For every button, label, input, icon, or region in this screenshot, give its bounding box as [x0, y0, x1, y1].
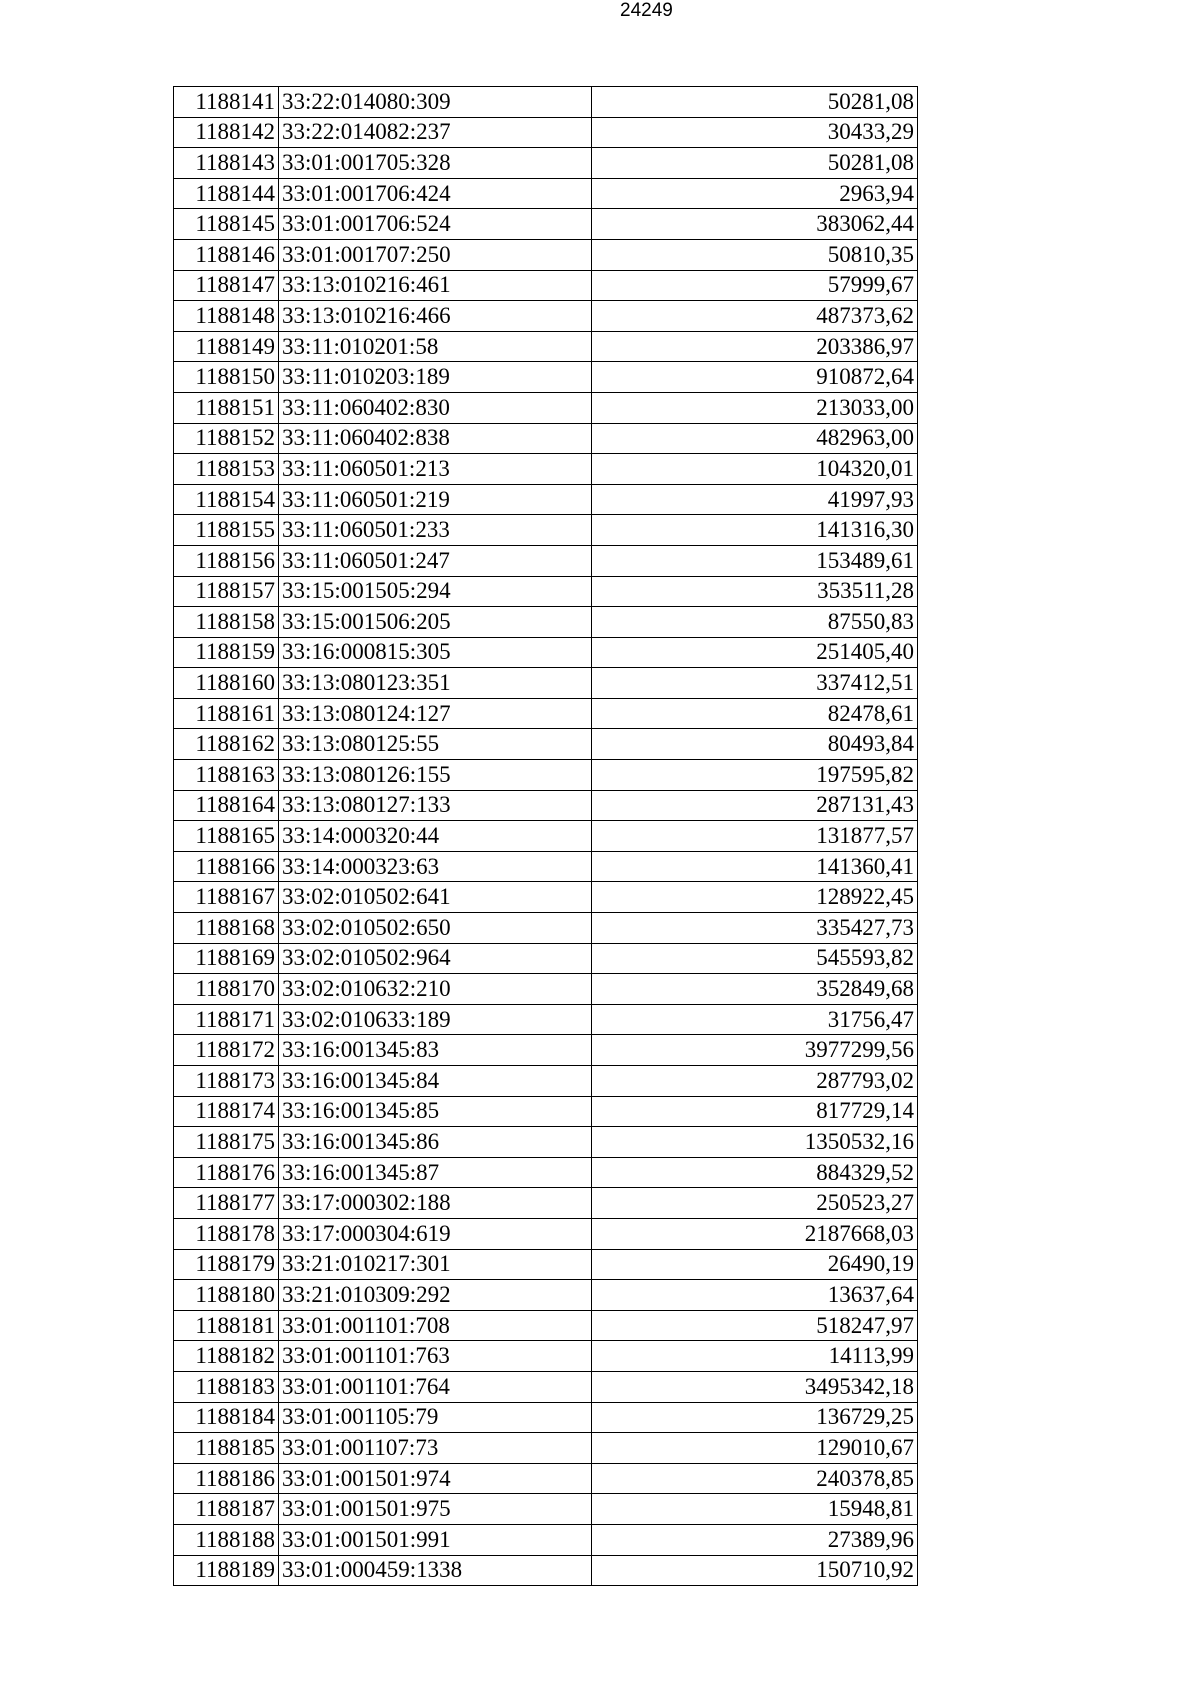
cadastral-number-cell: 33:01:001107:73 — [279, 1433, 592, 1464]
row-id-cell: 1188187 — [174, 1494, 279, 1525]
row-id-cell: 1188176 — [174, 1157, 279, 1188]
row-id-cell: 1188161 — [174, 698, 279, 729]
cadastral-number-cell: 33:01:001101:763 — [279, 1341, 592, 1372]
row-id-cell: 1188188 — [174, 1524, 279, 1555]
table-row — [174, 729, 918, 760]
table-row — [174, 1433, 918, 1464]
value-cell: 353511,28 — [592, 576, 918, 607]
table-row — [174, 851, 918, 882]
row-id-cell: 1188177 — [174, 1188, 279, 1219]
table-row — [174, 423, 918, 454]
value-cell: 884329,52 — [592, 1157, 918, 1188]
table-row — [174, 1004, 918, 1035]
value-cell: 141360,41 — [592, 851, 918, 882]
value-cell: 287793,02 — [592, 1066, 918, 1097]
table-row — [174, 1555, 918, 1586]
value-cell: 104320,01 — [592, 454, 918, 485]
table-row — [174, 668, 918, 699]
value-cell: 545593,82 — [592, 943, 918, 974]
value-cell: 817729,14 — [592, 1096, 918, 1127]
table-row — [174, 913, 918, 944]
table-row — [174, 209, 918, 240]
cadastral-number-cell: 33:14:000320:44 — [279, 821, 592, 852]
value-cell: 136729,25 — [592, 1402, 918, 1433]
cadastral-number-cell: 33:13:010216:466 — [279, 301, 592, 332]
cadastral-number-cell: 33:21:010217:301 — [279, 1249, 592, 1280]
row-id-cell: 1188186 — [174, 1463, 279, 1494]
cadastral-number-cell: 33:01:000459:1338 — [279, 1555, 592, 1586]
row-id-cell: 1188142 — [174, 117, 279, 148]
cadastral-number-cell: 33:01:001706:524 — [279, 209, 592, 240]
row-id-cell: 1188155 — [174, 515, 279, 546]
page-number: 24249 — [620, 0, 673, 21]
row-id-cell: 1188171 — [174, 1004, 279, 1035]
table-row — [174, 698, 918, 729]
table-row — [174, 1157, 918, 1188]
row-id-cell: 1188148 — [174, 301, 279, 332]
value-cell: 14113,99 — [592, 1341, 918, 1372]
cadastral-number-cell: 33:13:080127:133 — [279, 790, 592, 821]
cadastral-number-cell: 33:02:010502:650 — [279, 913, 592, 944]
table-row — [174, 1524, 918, 1555]
cadastral-number-cell: 33:17:000304:619 — [279, 1218, 592, 1249]
value-cell: 82478,61 — [592, 698, 918, 729]
table-row — [174, 1035, 918, 1066]
value-cell: 15948,81 — [592, 1494, 918, 1525]
value-cell: 518247,97 — [592, 1310, 918, 1341]
row-id-cell: 1188163 — [174, 760, 279, 791]
cadastral-number-cell: 33:13:010216:461 — [279, 270, 592, 301]
value-cell: 250523,27 — [592, 1188, 918, 1219]
row-id-cell: 1188183 — [174, 1371, 279, 1402]
cadastral-number-cell: 33:13:080125:55 — [279, 729, 592, 760]
cadastral-number-cell: 33:01:001101:764 — [279, 1371, 592, 1402]
table-row — [174, 821, 918, 852]
table-row — [174, 454, 918, 485]
table-row — [174, 576, 918, 607]
value-cell: 487373,62 — [592, 301, 918, 332]
cadastral-number-cell: 33:16:001345:85 — [279, 1096, 592, 1127]
table-row — [174, 301, 918, 332]
row-id-cell: 1188182 — [174, 1341, 279, 1372]
cadastral-number-cell: 33:11:010203:189 — [279, 362, 592, 393]
table-row — [174, 1494, 918, 1525]
cadastral-number-cell: 33:11:010201:58 — [279, 331, 592, 362]
cadastral-number-cell: 33:16:001345:86 — [279, 1127, 592, 1158]
cadastral-number-cell: 33:16:001345:84 — [279, 1066, 592, 1097]
table-row — [174, 1280, 918, 1311]
row-id-cell: 1188172 — [174, 1035, 279, 1066]
value-cell: 128922,45 — [592, 882, 918, 913]
value-cell: 251405,40 — [592, 637, 918, 668]
cadastral-number-cell: 33:11:060501:219 — [279, 484, 592, 515]
cadastral-number-cell: 33:11:060402:830 — [279, 392, 592, 423]
value-cell: 30433,29 — [592, 117, 918, 148]
value-cell: 141316,30 — [592, 515, 918, 546]
table-row — [174, 1218, 918, 1249]
value-cell: 197595,82 — [592, 760, 918, 791]
cadastral-number-cell: 33:15:001505:294 — [279, 576, 592, 607]
row-id-cell: 1188147 — [174, 270, 279, 301]
row-id-cell: 1188168 — [174, 913, 279, 944]
row-id-cell: 1188146 — [174, 239, 279, 270]
row-id-cell: 1188185 — [174, 1433, 279, 1464]
value-cell: 3495342,18 — [592, 1371, 918, 1402]
registry-table — [173, 86, 918, 1586]
value-cell: 87550,83 — [592, 607, 918, 638]
value-cell: 31756,47 — [592, 1004, 918, 1035]
value-cell: 2187668,03 — [592, 1218, 918, 1249]
row-id-cell: 1188153 — [174, 454, 279, 485]
table-row — [174, 790, 918, 821]
value-cell: 203386,97 — [592, 331, 918, 362]
table-row — [174, 148, 918, 179]
value-cell: 240378,85 — [592, 1463, 918, 1494]
cadastral-number-cell: 33:02:010633:189 — [279, 1004, 592, 1035]
registry-table-body — [174, 87, 918, 1586]
row-id-cell: 1188178 — [174, 1218, 279, 1249]
value-cell: 1350532,16 — [592, 1127, 918, 1158]
value-cell: 150710,92 — [592, 1555, 918, 1586]
table-row — [174, 178, 918, 209]
row-id-cell: 1188165 — [174, 821, 279, 852]
table-row — [174, 1249, 918, 1280]
cadastral-number-cell: 33:02:010632:210 — [279, 974, 592, 1005]
table-row — [174, 362, 918, 393]
row-id-cell: 1188149 — [174, 331, 279, 362]
cadastral-number-cell: 33:01:001705:328 — [279, 148, 592, 179]
row-id-cell: 1188174 — [174, 1096, 279, 1127]
table-row — [174, 1402, 918, 1433]
row-id-cell: 1188167 — [174, 882, 279, 913]
row-id-cell: 1188141 — [174, 87, 279, 118]
row-id-cell: 1188179 — [174, 1249, 279, 1280]
table-row — [174, 1127, 918, 1158]
cadastral-number-cell: 33:01:001101:708 — [279, 1310, 592, 1341]
row-id-cell: 1188156 — [174, 545, 279, 576]
row-id-cell: 1188184 — [174, 1402, 279, 1433]
value-cell: 13637,64 — [592, 1280, 918, 1311]
value-cell: 910872,64 — [592, 362, 918, 393]
value-cell: 153489,61 — [592, 545, 918, 576]
cadastral-number-cell: 33:22:014082:237 — [279, 117, 592, 148]
cadastral-number-cell: 33:22:014080:309 — [279, 87, 592, 118]
row-id-cell: 1188180 — [174, 1280, 279, 1311]
cadastral-number-cell: 33:01:001706:424 — [279, 178, 592, 209]
table-row — [174, 545, 918, 576]
value-cell: 50281,08 — [592, 87, 918, 118]
value-cell: 287131,43 — [592, 790, 918, 821]
table-row — [174, 882, 918, 913]
value-cell: 2963,94 — [592, 178, 918, 209]
table-row — [174, 760, 918, 791]
table-row — [174, 1341, 918, 1372]
value-cell: 213033,00 — [592, 392, 918, 423]
cadastral-number-cell: 33:13:080126:155 — [279, 760, 592, 791]
row-id-cell: 1188169 — [174, 943, 279, 974]
cadastral-number-cell: 33:14:000323:63 — [279, 851, 592, 882]
table-row — [174, 1371, 918, 1402]
row-id-cell: 1188181 — [174, 1310, 279, 1341]
value-cell: 50810,35 — [592, 239, 918, 270]
cadastral-number-cell: 33:13:080123:351 — [279, 668, 592, 699]
cadastral-number-cell: 33:13:080124:127 — [279, 698, 592, 729]
value-cell: 337412,51 — [592, 668, 918, 699]
row-id-cell: 1188162 — [174, 729, 279, 760]
value-cell: 57999,67 — [592, 270, 918, 301]
row-id-cell: 1188143 — [174, 148, 279, 179]
cadastral-number-cell: 33:16:001345:87 — [279, 1157, 592, 1188]
table-row — [174, 1066, 918, 1097]
cadastral-number-cell: 33:11:060501:233 — [279, 515, 592, 546]
table-row — [174, 943, 918, 974]
cadastral-number-cell: 33:02:010502:641 — [279, 882, 592, 913]
row-id-cell: 1188166 — [174, 851, 279, 882]
value-cell: 50281,08 — [592, 148, 918, 179]
row-id-cell: 1188154 — [174, 484, 279, 515]
cadastral-number-cell: 33:01:001501:974 — [279, 1463, 592, 1494]
cadastral-number-cell: 33:02:010502:964 — [279, 943, 592, 974]
table-row — [174, 607, 918, 638]
table-row — [174, 270, 918, 301]
row-id-cell: 1188144 — [174, 178, 279, 209]
cadastral-number-cell: 33:16:000815:305 — [279, 637, 592, 668]
value-cell: 131877,57 — [592, 821, 918, 852]
cadastral-number-cell: 33:15:001506:205 — [279, 607, 592, 638]
value-cell: 3977299,56 — [592, 1035, 918, 1066]
value-cell: 352849,68 — [592, 974, 918, 1005]
value-cell: 41997,93 — [592, 484, 918, 515]
cadastral-number-cell: 33:01:001501:975 — [279, 1494, 592, 1525]
table-row — [174, 87, 918, 118]
value-cell: 335427,73 — [592, 913, 918, 944]
cadastral-number-cell: 33:01:001501:991 — [279, 1524, 592, 1555]
cadastral-number-cell: 33:11:060501:213 — [279, 454, 592, 485]
cadastral-number-cell: 33:01:001707:250 — [279, 239, 592, 270]
cadastral-number-cell: 33:16:001345:83 — [279, 1035, 592, 1066]
row-id-cell: 1188145 — [174, 209, 279, 240]
row-id-cell: 1188151 — [174, 392, 279, 423]
row-id-cell: 1188150 — [174, 362, 279, 393]
value-cell: 383062,44 — [592, 209, 918, 240]
value-cell: 482963,00 — [592, 423, 918, 454]
value-cell: 27389,96 — [592, 1524, 918, 1555]
row-id-cell: 1188173 — [174, 1066, 279, 1097]
table-row — [174, 1096, 918, 1127]
cadastral-number-cell: 33:01:001105:79 — [279, 1402, 592, 1433]
table-row — [174, 1463, 918, 1494]
table-row — [174, 484, 918, 515]
table-row — [174, 1188, 918, 1219]
cadastral-number-cell: 33:17:000302:188 — [279, 1188, 592, 1219]
table-row — [174, 974, 918, 1005]
value-cell: 80493,84 — [592, 729, 918, 760]
table-row — [174, 117, 918, 148]
cadastral-number-cell: 33:11:060402:838 — [279, 423, 592, 454]
cadastral-number-cell: 33:21:010309:292 — [279, 1280, 592, 1311]
table-row — [174, 637, 918, 668]
table-row — [174, 392, 918, 423]
table-row — [174, 515, 918, 546]
cadastral-number-cell: 33:11:060501:247 — [279, 545, 592, 576]
row-id-cell: 1188175 — [174, 1127, 279, 1158]
table-row — [174, 331, 918, 362]
row-id-cell: 1188157 — [174, 576, 279, 607]
table-row — [174, 239, 918, 270]
table-row — [174, 1310, 918, 1341]
row-id-cell: 1188158 — [174, 607, 279, 638]
value-cell: 129010,67 — [592, 1433, 918, 1464]
row-id-cell: 1188152 — [174, 423, 279, 454]
row-id-cell: 1188160 — [174, 668, 279, 699]
row-id-cell: 1188164 — [174, 790, 279, 821]
row-id-cell: 1188189 — [174, 1555, 279, 1586]
row-id-cell: 1188170 — [174, 974, 279, 1005]
value-cell: 26490,19 — [592, 1249, 918, 1280]
row-id-cell: 1188159 — [174, 637, 279, 668]
